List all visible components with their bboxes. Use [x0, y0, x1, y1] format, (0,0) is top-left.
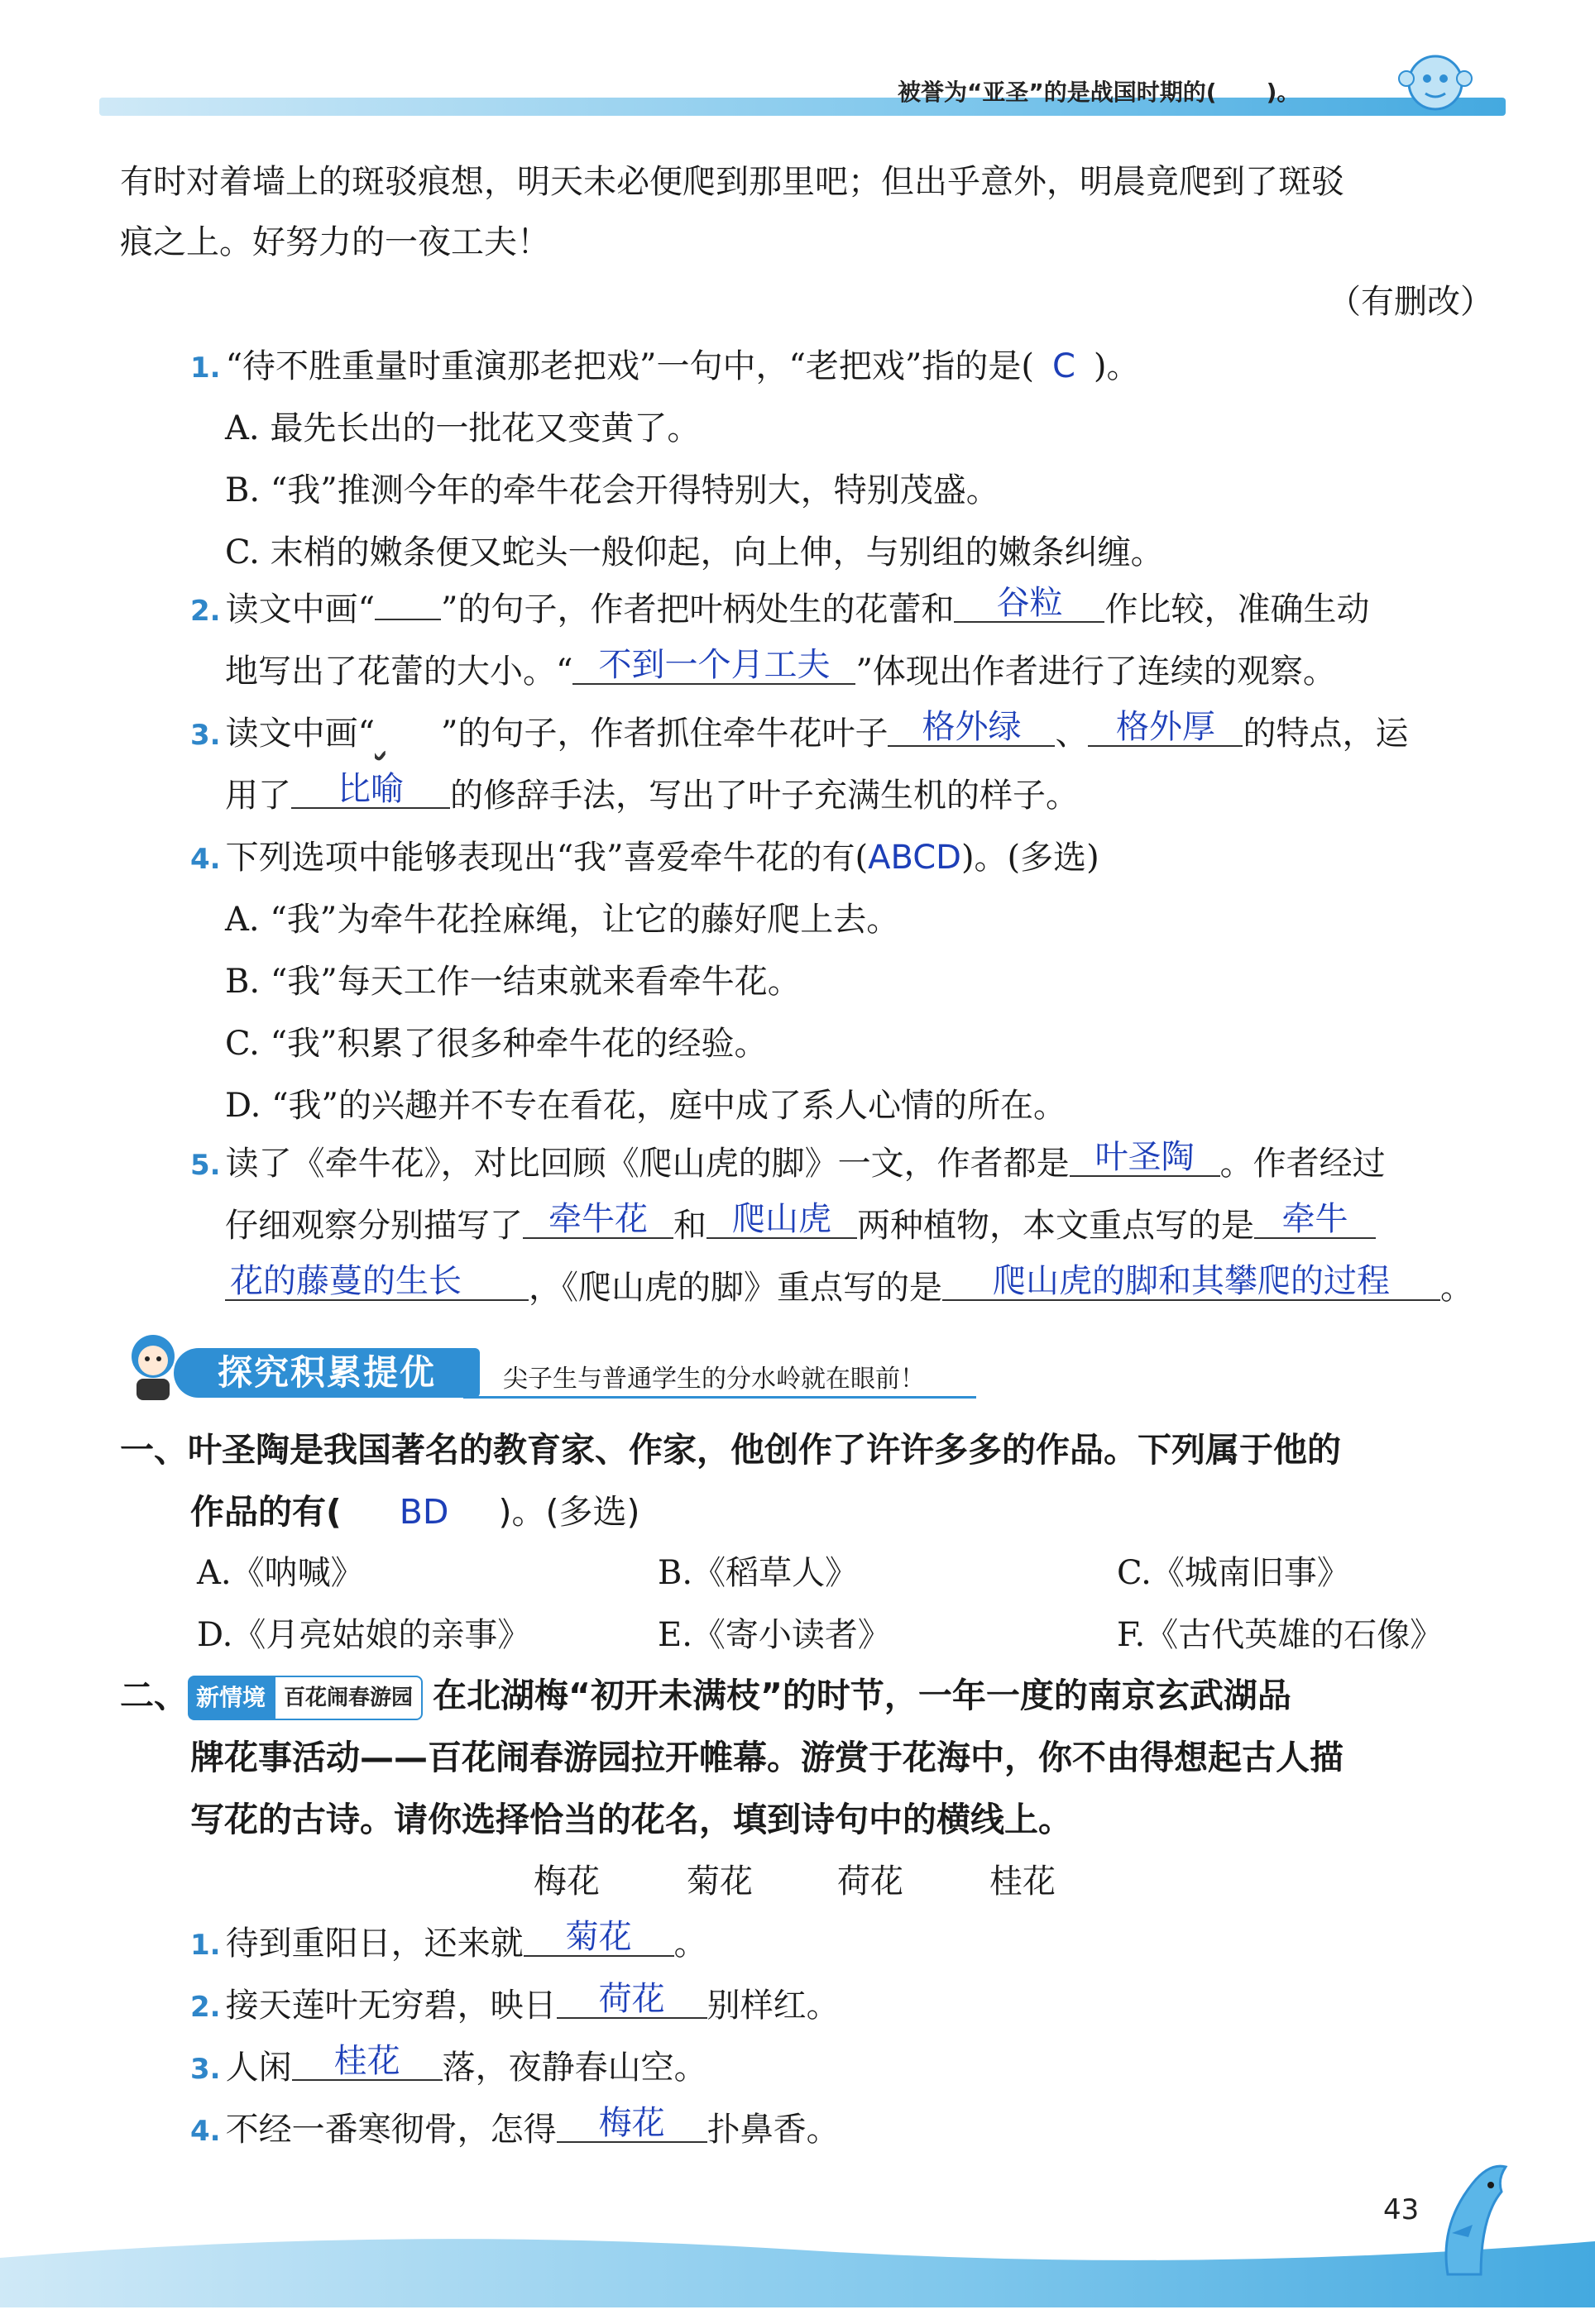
question-1: 1. “待不胜重量时重演那老把戏”一句中，“老把戏”指的是( C )。: [190, 347, 1140, 385]
passage-line: 有时对着墙上的斑驳痕想，明天未必便爬到那里吧；但出乎意外，明晨竟爬到了斑驳: [120, 163, 1344, 201]
answer-2b: 不到一个月工夫: [572, 647, 855, 685]
option-a: A. 最先长出的一批花又变黄了。: [225, 409, 701, 447]
option-a: A. “我”为牵牛花拴麻绳，让它的藤好爬上去。: [225, 901, 900, 939]
header-question: 被誉为“亚圣”的是战国时期的( )。: [898, 79, 1300, 106]
option-e: E.《寄小读者》: [658, 1616, 891, 1654]
answer-5e: 爬山虎的脚和其攀爬的过程: [942, 1263, 1440, 1301]
option-f: F.《古代英雄的石像》: [1117, 1616, 1444, 1654]
part-one-stem: 一、叶圣陶是我国著名的教育家、作家，他创作了许许多多的作品。下列属于他的: [120, 1430, 1341, 1470]
answer-5a: 叶圣陶: [1070, 1139, 1220, 1177]
monkey-mascot-icon: [1394, 45, 1477, 124]
option-d: D.《月亮姑娘的亲事》: [197, 1616, 531, 1654]
flower-choice: 梅花: [534, 1863, 600, 1901]
option-a: A.《呐喊》: [197, 1554, 364, 1592]
flower-choice: 荷花: [837, 1863, 903, 1901]
option-c: C. “我”积累了很多种牵牛花的经验。: [225, 1025, 768, 1063]
question-5-cont: 花的藤蔓的生长 ，《爬山虎的脚》重点写的是 爬山虎的脚和其攀爬的过程 。: [225, 1267, 1473, 1308]
part-one-stem-cont: 作品的有( BD )。(多选): [190, 1492, 640, 1532]
option-c: C.《城南旧事》: [1117, 1554, 1350, 1592]
answer-part-one: BD: [399, 1492, 449, 1532]
passage-source: （有删改）: [1328, 283, 1493, 321]
poem-item-4: 4. 不经一番寒彻骨，怎得 梅花 扑鼻香。: [190, 2104, 840, 2149]
answer-poem-1: 菊花: [524, 1919, 674, 1957]
footer-wave: [0, 2225, 1595, 2307]
dolphin-icon: [1423, 2150, 1530, 2291]
option-b: B.《稻草人》: [658, 1554, 859, 1592]
answer-3b: 格外厚: [1088, 709, 1243, 747]
poem-item-3: 3. 人闲 桂花 落，夜静春山空。: [190, 2042, 707, 2087]
question-2: 2. 读文中画“ ”的句子，作者把叶柄处生的花蕾和 谷粒 作比较，准确生动: [190, 584, 1370, 629]
section-rule: [463, 1396, 976, 1399]
section-note: 尖子生与普通学生的分水岭就在眼前！: [503, 1365, 925, 1394]
answer-5b: 牵牛花: [523, 1201, 673, 1239]
answer-3c: 比喻: [291, 771, 450, 809]
part-two-stem: 二、 新情境 百花闹春游园 在北湖梅“初开未满枝”的时节，一年一度的南京玄武湖品: [120, 1675, 1291, 1720]
question-2-cont: 地写出了花蕾的大小。“ 不到一个月工夫 ”体现出作者进行了连续的观察。: [225, 646, 1336, 691]
question-5: 5. 读了《牵牛花》，对比回顾《爬山虎的脚》一文，作者都是 叶圣陶 。作者经过: [190, 1138, 1386, 1183]
answer-3a: 格外绿: [888, 709, 1055, 747]
question-5-cont: 仔细观察分别描写了 牵牛花 和 爬山虎 两种植物，本文重点写的是 牵牛: [225, 1205, 1376, 1246]
answer-1: C: [1051, 347, 1075, 385]
question-4: 4. 下列选项中能够表现出“我”喜爱牵牛花的有(ABCD)。(多选): [190, 839, 1099, 877]
poem-item-1: 1. 待到重阳日，还来就 菊花 。: [190, 1918, 707, 1963]
answer-poem-2: 荷花: [557, 1981, 707, 2019]
option-c: C. 末梢的嫩条便又蛇头一般仰起，向上伸，与别组的嫩条纠缠。: [225, 533, 1164, 571]
poem-item-2: 2. 接天莲叶无穷碧，映日 荷花 别样红。: [190, 1980, 840, 2025]
part-two-stem-cont: 写花的古诗。请你选择恰当的花名，填到诗句中的横线上。: [190, 1800, 1072, 1839]
new-context-tag: 新情境: [188, 1676, 274, 1720]
answer-poem-4: 梅花: [557, 2105, 707, 2143]
answer-poem-3: 桂花: [292, 2043, 443, 2081]
answer-5d-cont: 花的藤蔓的生长: [225, 1263, 529, 1301]
answer-2a: 谷粒: [954, 585, 1104, 623]
section-title: 探究积累提优: [174, 1348, 480, 1398]
page-number: 43: [1383, 2193, 1420, 2226]
option-b: B. “我”每天工作一结束就来看牵牛花。: [225, 963, 801, 1001]
part-two-stem-cont: 牌花事活动——百花闹春游园拉开帷幕。游赏于花海中，你不由得想起古人描: [190, 1738, 1344, 1777]
answer-5c: 爬山虎: [706, 1201, 857, 1239]
flower-choice: 菊花: [687, 1863, 753, 1901]
passage-line: 痕之上。好努力的一夜工夫！: [120, 223, 550, 261]
option-d: D. “我”的兴趣并不专在看花，庭中成了系人心情的所在。: [225, 1087, 1066, 1125]
option-b: B. “我”推测今年的牵牛花会开得特别大，特别茂盛。: [225, 471, 999, 509]
question-3-cont: 用了 比喻 的修辞手法，写出了叶子充满生机的样子。: [225, 770, 1079, 815]
answer-5d: 牵牛: [1254, 1201, 1376, 1239]
answer-4: ABCD: [868, 839, 961, 877]
context-subtag: 百花闹春游园: [274, 1676, 423, 1720]
flower-choice: 桂花: [989, 1863, 1056, 1901]
question-3: 3. 读文中画“ ”的句子，作者抓住牵牛花叶子 格外绿 、 格外厚 的特点，运: [190, 708, 1409, 753]
